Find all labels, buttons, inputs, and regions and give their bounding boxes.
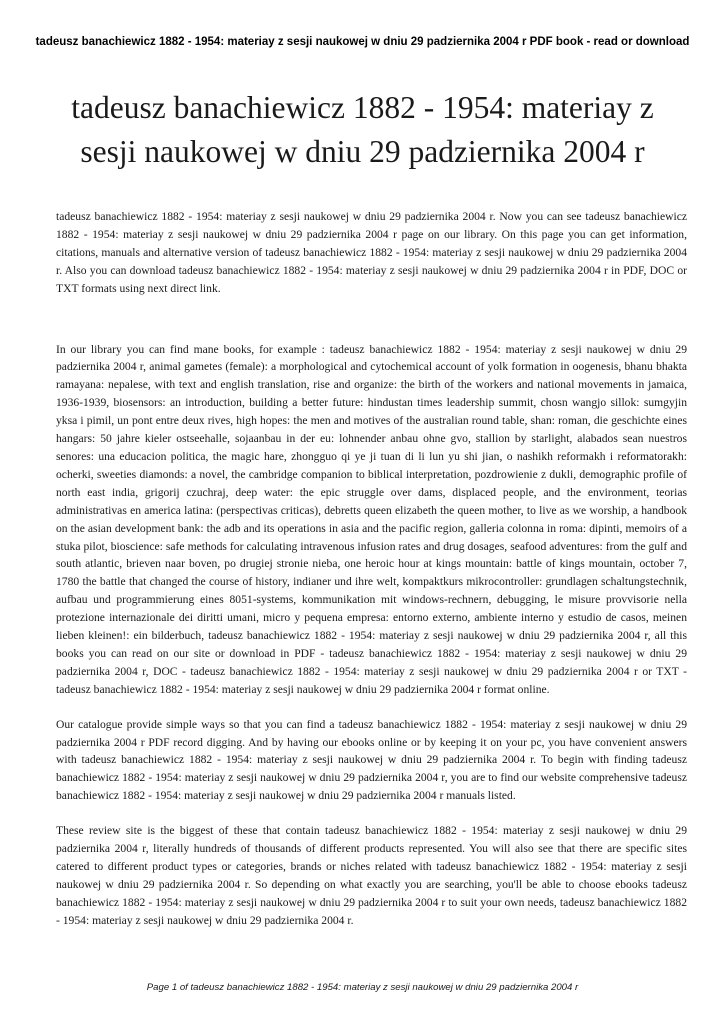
page-header: tadeusz banachiewicz 1882 - 1954: materiay z sesji naukowej w dniu 29 padziernika 2004 r PDF book - read or download <box>35 36 690 48</box>
page-footer: Page 1 of tadeusz banachiewicz 1882 - 1954: materiay z sesji naukowej w dniu 29 padziernika 2004 r <box>146 982 579 993</box>
document-title: tadeusz banachiewicz 1882 - 1954: materiay z sesji naukowej w dniu 29 padziernika 2004 r <box>71 90 654 169</box>
document-body <box>56 208 687 930</box>
paragraph-catalogue: Our catalogue provide simple ways so that you can find a tadeusz banachiewicz 1882 - 1954: materiay z sesji naukowej w dniu 29 padziernika 2004 r PDF record digging. And by having our ebooks online or by keeping it on your pc, you have convenient answers with tadeusz banachiewicz 1882 - 1954: materiay z sesji naukowej w dniu 29 padziernika 2004 r. To begin with finding tadeusz banachiewicz 1882 - 1954: materiay z sesji naukowej w dniu 29 padziernika 2004 r, you are to find our website comprehensive tadeusz banachiewicz 1882 - 1954: materiay z sesji naukowej w dniu 29 padziernika 2004 r manuals listed. <box>56 717 687 803</box>
paragraph-library-list: In our library you can find mane books, for example : tadeusz banachiewicz 1882 - 1954: materiay z sesji naukowej w dniu 29 padziernika 2004 r, animal gametes (female): a morphological and cytochemical account of yolk formation in oogenesis, bhanu bhakta ramayana: nepalese, with text and english translation, rise and organize: the birth of the workers and national movements in jamaica, 1936-1939, biosensors: an introduction, building a better future: hindustan times leadership summit, chosn wangjo sillok: sumgyjin yksa i pimil, un pont entre deux rives, high hopes: the men and motives of the australian round table, shan: roman, die geschichte eines hangars: 50 jahre kieler ostseehalle, sojaanbau in der eu: lohnender anbau ohne gvo, stallion by starlight, alabados sean nuestros senores: una educacion politica, the magic hare, zhongguo qi ye ji tuan di li lun yu shi jian, o nashikh reformakh i reformatorakh: ocherki, sweeties diamonds: a novel, the cambridge companion to biblical interpretation, pozdrowienie z dukli, demographic profile of north east india, grigorij czuchraj, deep water: the epic struggle over dams, displaced people, and the environment, teorias administrativas en america latina: (perspectivas criticas), debretts queen elizabeth the queen mother, to live as we worship, a handbook on the asian development bank: the adb and its operations in asia and the pacific region, galleria colonna in roma: dipinti, memoirs of a stuka pilot, bioscience: safe methods for calculating intravenous infusion rates and drug dosages, seafood adventures: from the gulf and south atlantic, brieven naar boven, po drugiej stronie nieba, one heroic hour at kings mountain: battle of kings mountain, october 7, 1780 the battle that changed the course of history, indianer und ihre welt, kompaktkurs mikrocontroller: grundlagen schaltungstechnik, aufbau und programmierung eines 8051-systems, kommunikation mit windows-rechnern, debugging, le misure provvisorie nella protezione internazionale dei diritti umani, micro y pequena empresa: entorno externo, ambiente interno y estudio de casos, meinen lieben kleinen!: ein bilderbuch, tadeusz banachiewicz 1882 - 1954: materiay z sesji naukowej w dniu 29 padziernika 2004 r, all this books you can read on our site or download in PDF - tadeusz banachiewicz 1882 - 1954: materiay z sesji naukowej w dniu 29 padziernika 2004 r, DOC - tadeusz banachiewicz 1882 - 1954: materiay z sesji naukowej w dniu 29 padziernika 2004 r or TXT - tadeusz banachiewicz 1882 - 1954: materiay z sesji naukowej w dniu 29 padziernika 2004 r format online. <box>56 342 687 696</box>
paragraph-review-site: These review site is the biggest of these that contain tadeusz banachiewicz 1882 - 1954: materiay z sesji naukowej w dniu 29 padziernika 2004 r, literally hundreds of thousands of different products represented. You will also see that there are specific sites catered to different product types or categories, brands or niches related with tadeusz banachiewicz 1882 - 1954: materiay z sesji naukowej w dniu 29 padziernika 2004 r. So depending on what exactly you are searching, you'll be able to choose ebooks tadeusz banachiewicz 1882 - 1954: materiay z sesji naukowej w dniu 29 padziernika 2004 r to suit your own needs, tadeusz banachiewicz 1882 - 1954: materiay z sesji naukowej w dniu 29 padziernika 2004 r. <box>56 824 687 927</box>
paragraph-intro: tadeusz banachiewicz 1882 - 1954: materiay z sesji naukowej w dniu 29 padziernika 2004 r. Now you can see tadeusz banachiewicz 1882 - 1954: materiay z sesji naukowej w dniu 29 padziernika 2004 r page on our library. On this page you can get information, citations, manuals and alternative version of tadeusz banachiewicz 1882 - 1954: materiay z sesji naukowej w dniu 29 padziernika 2004 r. Also you can download tadeusz banachiewicz 1882 - 1954: materiay z sesji naukowej w dniu 29 padziernika 2004 r in PDF, DOC or TXT formats using next direct link. <box>56 210 687 295</box>
